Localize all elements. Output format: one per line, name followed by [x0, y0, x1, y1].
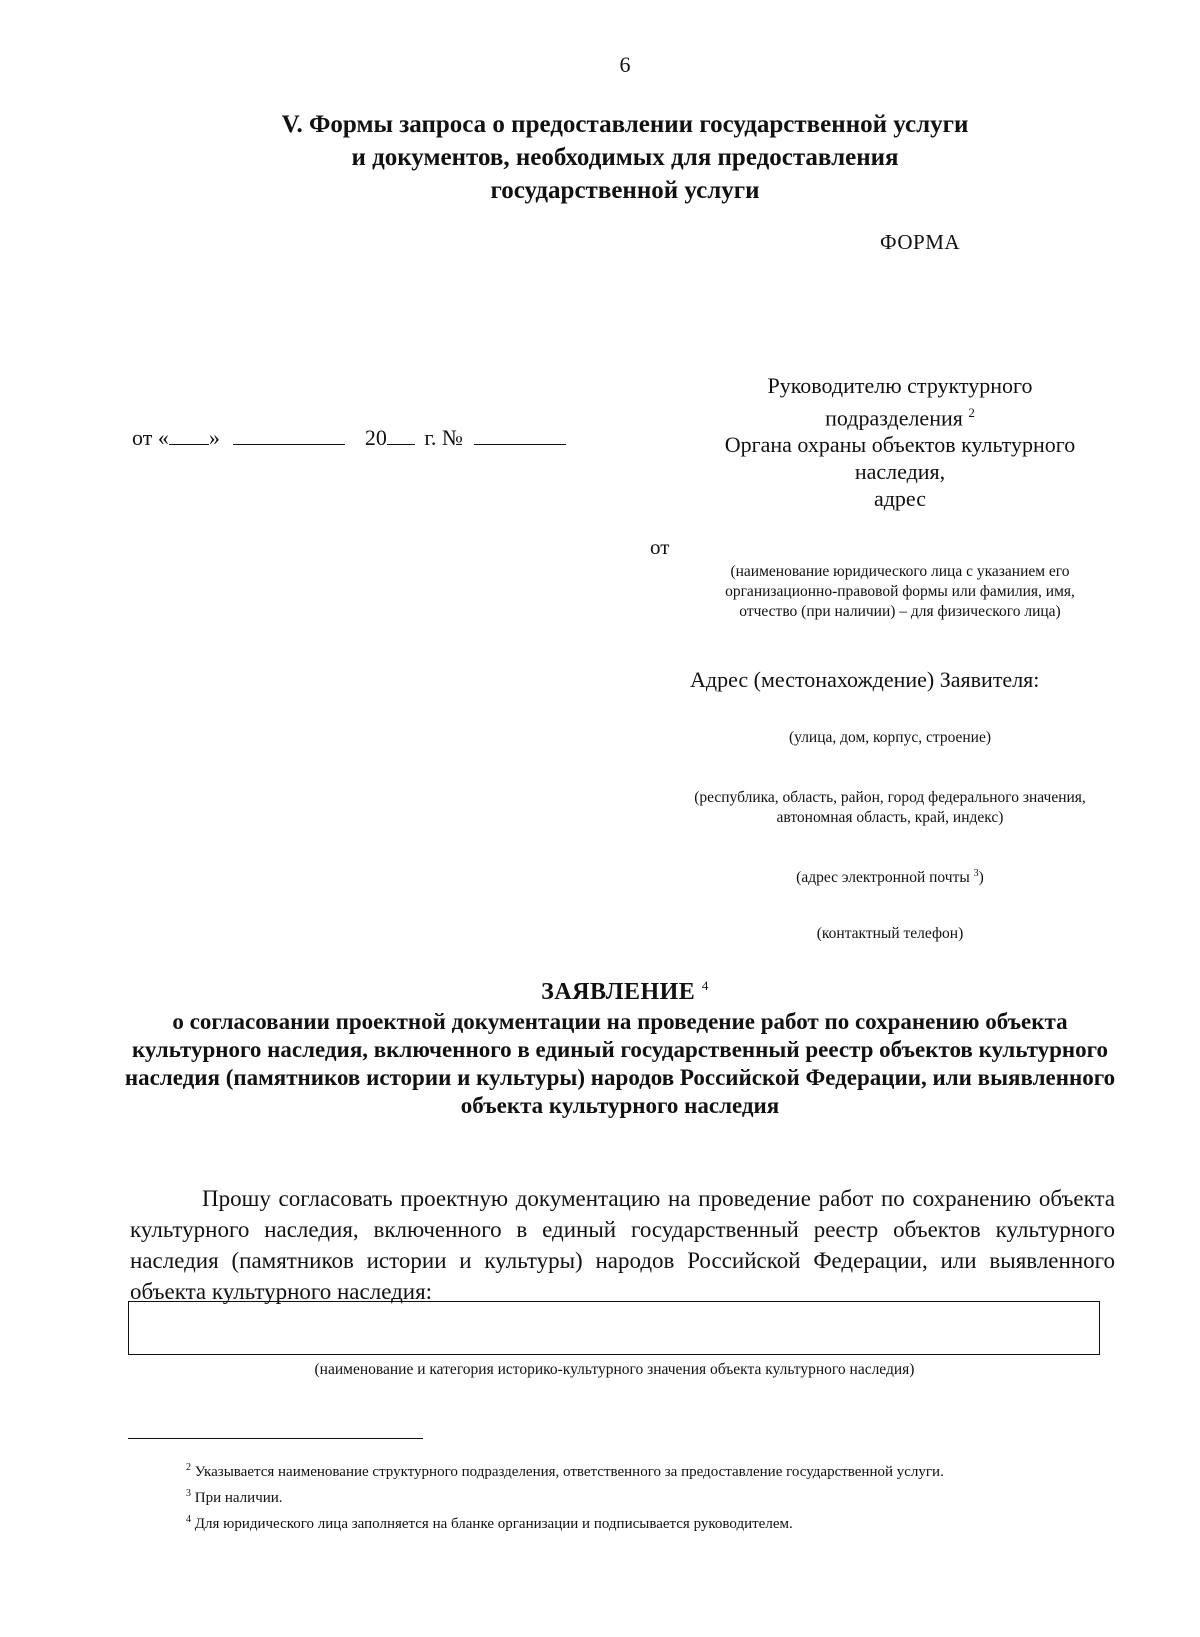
addressee-line-5: адрес [873, 486, 927, 512]
footnote-divider [128, 1438, 423, 1439]
footnote-ref-2: 2 [968, 405, 975, 420]
addressee-line-4: наследия, [854, 459, 946, 485]
doc-number-field[interactable] [474, 426, 566, 445]
section-title [160, 108, 1090, 207]
date-close-quote: » [208, 425, 220, 450]
addressee-line-3: Органа охраны объектов культурного [724, 432, 1076, 458]
page-number: 6 [619, 52, 631, 77]
region-hint: (республика, область, район, город федерального значения, автономная область, край, индекс) [694, 789, 1086, 826]
applicant-address-heading: Адрес (местонахождение) Заявителя: [690, 667, 1040, 692]
footnote-item [186, 1483, 944, 1509]
addressee-line-1: Руководителю структурного [767, 373, 1033, 398]
statement-body [130, 1183, 1115, 1307]
footnote-ref-3: 3 [973, 868, 979, 879]
footnote-number: 2 [186, 1462, 191, 1473]
statement-title [0, 978, 1200, 1006]
section-title-line-1: V. Формы запроса о предоставлении государственной услуги [281, 111, 969, 138]
form-label: ФОРМА [880, 230, 961, 254]
month-field[interactable] [233, 426, 345, 445]
object-name-field[interactable] [128, 1301, 1100, 1355]
phone-hint: (контактный телефон) [816, 925, 964, 942]
statement-title-text: ЗАЯВЛЕНИЕ [541, 979, 696, 1005]
object-name-caption: (наименование и категория историко-культурного значения объекта культурного наследия) [314, 1361, 915, 1378]
email-hint-text: (адрес электронной почты [796, 869, 970, 887]
email-hint [690, 864, 1090, 888]
number-label: г. № [424, 425, 463, 450]
statement-body-text: Прошу согласовать проектную документацию на проведение работ по сохранению объекта культурного наследия, включенного в единый государственный реестр объектов культурного наследия (памятников истории и культуры) народов Российской Федерации, или выявленного объекта культурного наследия: [130, 1186, 1115, 1304]
footnote-text: Указывается наименование структурного подразделения, ответственного за предоставление государственной услуги. [194, 1464, 944, 1480]
footnote-number: 4 [186, 1514, 191, 1525]
footnote-item [186, 1457, 944, 1483]
addressee-block [680, 372, 1120, 512]
footnote-ref-4: 4 [701, 978, 709, 993]
footnote-text: При наличии. [194, 1490, 283, 1506]
section-title-line-3: государственной услуги [490, 177, 760, 204]
street-hint: (улица, дом, корпус, строение) [788, 729, 992, 746]
addressee-line-2 [680, 399, 1120, 431]
footnote-text: Для юридического лица заполняется на бланке организации и подписывается руководителем. [194, 1516, 793, 1532]
day-field[interactable] [169, 426, 209, 445]
year-prefix: 20 [364, 425, 387, 450]
date-ot-label: от « [132, 425, 169, 450]
footnotes [186, 1457, 944, 1535]
footnote-item [186, 1509, 944, 1535]
year-field[interactable] [387, 426, 415, 445]
section-title-line-2: и документов, необходимых для предоставления [351, 144, 899, 171]
statement-subtitle: о согласовании проектной документации на проведение работ по сохранению объекта культурного наследия, включенного в единый государственный реестр объектов культурного наследия (памятников истории и культуры) народов Российской Федерации, или выявленного объекта культурного наследия [124, 1009, 1116, 1118]
applicant-name-hint: (наименование юридического лица с указанием его организационно-правовой формы или фамилия, имя, отчество (при наличии) – для физического лица) [725, 563, 1075, 620]
addressee-subdivision: подразделения [825, 405, 963, 431]
footnote-number: 3 [186, 1488, 191, 1499]
date-number-line [132, 425, 566, 451]
applicant-from-label: от [650, 535, 670, 559]
email-hint-close: ) [978, 869, 984, 887]
